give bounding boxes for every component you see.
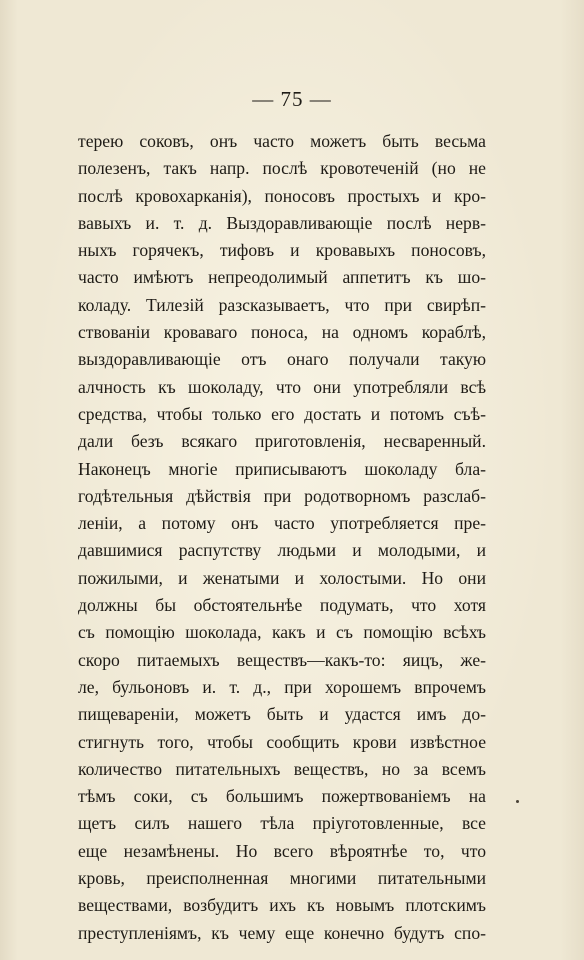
text-line: стигнуть того, чтобы сообщить крови извѣстное [78,731,486,752]
text-line: годѣтельныя дѣйствія при родотворномъ разслаб- [78,485,486,506]
text-line: часто имѣютъ непреодолимый аппетитъ къ шо- [78,267,486,288]
text-line: ле, бульоновъ и. т. д., при хорошемъ впрочемъ [78,676,486,697]
text-line: леніи, а потому онъ часто употребляется пре- [78,513,486,534]
text-line: еще незамѣнены. Но всего вѣроятнѣе то, что [78,840,486,861]
text-line: тѣмъ соки, съ большимъ пожертвованіемъ на [78,786,486,807]
text-line: вавыхъ и. т. д. Выздоравливающіе послѣ нерв- [78,212,486,233]
text-line: съ помощію шоколада, какъ и съ помощію всѣхъ [78,622,486,643]
text-line: скоро питаемыхъ веществъ—какъ-то: яицъ, же- [78,649,486,670]
text-line: количество питательныхъ веществъ, но за всемъ [78,758,486,779]
text-line: средства, чтобы только его достать и потомъ съѣ- [78,403,486,424]
text-line: кровь, преисполненная многими питательными [78,868,486,889]
text-line: пожилыми, и женатыми и холостыми. Но они [78,567,486,588]
text-line: полезенъ, такъ напр. послѣ кровотеченій (но не [78,158,486,179]
text-line: давшимися распутству людьми и молодыми, и [78,540,486,561]
text-line: терею соковъ, онъ часто можетъ быть весьма [78,131,486,151]
text-line: алчность къ шоколаду, что они употребляли всѣ [78,376,486,397]
text-line: веществами, возбудитъ ихъ къ новымъ плотскимъ [78,895,486,916]
text-line: дали безъ всякаго приготовленія, несваренный. [78,431,486,452]
ink-speck [516,800,519,803]
text-line: должны бы обстоятельнѣе подумать, что хотя [78,595,486,616]
body-text [78,128,486,947]
text-line: пищевареніи, можетъ быть и удастся имъ до- [78,704,486,725]
text-line: выздоравливающіе отъ онаго получали такую [78,349,486,370]
text-line: щетъ силъ нашего тѣла пріуготовленные, все [78,813,486,834]
text-line: послѣ кровохарканія), поносовъ простыхъ и кро- [78,185,486,206]
text-line: ныхъ горячекъ, тифовъ и кровавыхъ поносовъ, [78,240,486,261]
text-line: ствованіи кроваваго поноса, на одномъ кораблѣ, [78,322,486,343]
text-line: преступленіямъ, къ чему еще конечно будутъ спо- [78,922,486,943]
text-line: Наконецъ многіе приписываютъ шоколаду бла- [78,458,486,479]
page-number: — 75 — [252,87,332,111]
text-line: коладу. Тилезій разсказываетъ, что при свирѣп- [78,294,486,315]
